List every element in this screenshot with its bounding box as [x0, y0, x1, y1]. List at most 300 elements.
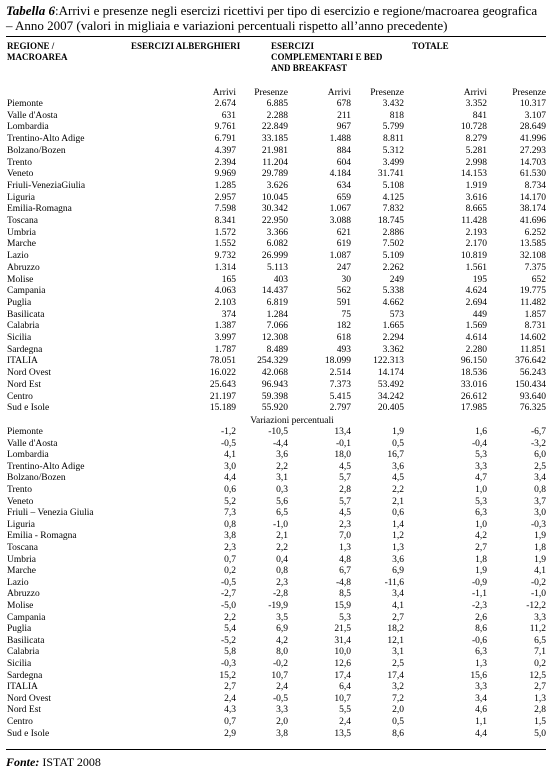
table-cell: -0,2 [530, 577, 546, 588]
table-cell: 634 [336, 180, 351, 191]
table-cell: 2.262 [382, 262, 404, 273]
row-label: Toscana [7, 216, 38, 226]
table-cell: 8,6 [392, 728, 404, 739]
row-label: Liguria [7, 192, 35, 203]
table-cell: 1.665 [382, 321, 404, 332]
row-label: Veneto [7, 496, 34, 507]
table-cell: 4,1 [534, 566, 546, 577]
header-complementari-line3: AND BREAKFAST [271, 63, 348, 73]
table-cell: 1.087 [329, 251, 351, 262]
table-cell: 2,1 [392, 496, 404, 507]
table-cell: 1,2 [392, 531, 404, 542]
table-cell: 3.362 [382, 344, 404, 355]
table-cell: 1.067 [329, 204, 351, 215]
table-cell: 1,3 [339, 543, 351, 553]
table-cell: 32.108 [519, 251, 546, 262]
table-cell: 14.602 [519, 333, 546, 343]
table-cell: 884 [336, 145, 351, 156]
row-label: Campania [7, 286, 46, 297]
row-label: Molise [7, 601, 34, 611]
table-cell: 1,9 [534, 554, 546, 565]
table-cell: 2,0 [392, 705, 404, 716]
subheader-arrivi-1: Arrivi [212, 88, 236, 98]
table-cell: 10.728 [460, 122, 487, 133]
table-cell: 53.492 [377, 379, 404, 390]
table-cell: 1,8 [534, 543, 546, 553]
table-cell: 2.797 [329, 403, 351, 414]
table-cell: 20.405 [377, 403, 404, 414]
header-region-line1: REGIONE / [7, 41, 55, 51]
table-cell: 2.280 [465, 344, 487, 355]
table-cell: 403 [273, 274, 288, 285]
table-cell: 8.279 [465, 134, 487, 145]
table-cell: 11.204 [262, 157, 288, 168]
table-cell: 211 [337, 110, 351, 121]
header-totale: TOTALE [412, 41, 449, 51]
table-cell: 4.624 [465, 286, 487, 297]
table-cell: 5,6 [276, 496, 288, 507]
table-cell: 2,2 [224, 612, 236, 623]
table-cell: 6,5 [276, 508, 288, 519]
table-cell: 3,7 [534, 496, 546, 507]
section-variazioni: Variazioni percentuali [250, 416, 334, 426]
table-cell: 5.109 [382, 251, 404, 262]
table-cell: -0,3 [530, 519, 546, 530]
table-cell: -2,3 [471, 601, 487, 611]
table-cell: 3,4 [392, 589, 404, 600]
table-cell: 11.428 [461, 216, 487, 226]
table-cell: 2,3 [339, 519, 351, 530]
table-cell: 10,7 [271, 670, 288, 681]
table-cell: 8.341 [214, 216, 236, 226]
table-cell: 1,3 [534, 693, 546, 704]
row-label: Trento [7, 485, 32, 495]
table-cell: 5,4 [224, 624, 236, 635]
header-complementari-line1: ESERCIZI [271, 41, 315, 51]
table-cell: -4,8 [335, 577, 351, 588]
table-cell: 15.189 [209, 403, 236, 414]
table-cell: 16.022 [209, 368, 236, 379]
table-cell: -19,9 [268, 601, 288, 611]
table-cell: 3,6 [276, 450, 288, 461]
table-cell: 3,0 [534, 508, 546, 519]
table-cell: 5,3 [475, 496, 487, 507]
table-cell: 3,6 [392, 554, 404, 565]
table-cell: 3.088 [329, 216, 351, 226]
row-label: Emilia - Romagna [7, 531, 77, 542]
table-cell: -0,4 [471, 438, 487, 449]
table-cell: 7.598 [214, 204, 236, 215]
table-cell: 14.437 [261, 286, 288, 297]
row-label: Centro [7, 717, 33, 727]
row-label: Friuli – Venezia Giulia [7, 508, 94, 519]
row-label: Calabria [7, 647, 40, 658]
table-cell: -0,5 [220, 438, 236, 449]
table-cell: 9.969 [214, 169, 236, 180]
row-label: Piemonte [7, 427, 43, 437]
table-cell: 0,7 [224, 554, 236, 565]
table-cell: 22.849 [261, 122, 288, 133]
table-cell: 374 [221, 309, 236, 320]
table-cell: 96.150 [460, 356, 487, 367]
table-cell: 2,5 [534, 461, 546, 472]
table-cell: 18.099 [324, 356, 351, 367]
subheader-presenze-3: Presenze [512, 88, 546, 98]
table-cell: 4.125 [382, 192, 404, 203]
table-cell: 1.552 [214, 239, 236, 250]
table-cell: 3.626 [266, 180, 288, 191]
table-cell: 8.811 [382, 134, 404, 145]
row-label: Nord Ovest [7, 368, 52, 379]
table-cell: 165 [221, 274, 236, 285]
table-cell: 4,3 [224, 705, 236, 716]
table-cell: 17,4 [387, 670, 404, 681]
row-label: Lombardia [7, 122, 49, 133]
row-label: Molise [7, 274, 34, 285]
table-cell: 30.342 [261, 204, 288, 215]
table-cell: 3,0 [224, 461, 236, 472]
table-cell: 8.731 [524, 321, 546, 332]
table-cell: 30 [341, 274, 351, 285]
table-cell: 5.281 [465, 145, 487, 156]
row-label: Sicilia [7, 333, 32, 343]
table-cell: 7.375 [524, 262, 546, 273]
table-cell: 5,2 [224, 496, 236, 507]
subheader-arrivi-2: Arrivi [327, 88, 351, 98]
table-cell: 26.612 [460, 391, 487, 402]
table-cell: 3.107 [524, 110, 546, 121]
table-cell: 2.886 [382, 227, 404, 238]
table-cell: 1,0 [475, 485, 487, 495]
table-cell: 2.193 [465, 227, 487, 238]
table-cell: 28.649 [519, 122, 546, 133]
table-cell: 14.153 [460, 169, 487, 180]
table-cell: 4.614 [465, 333, 487, 343]
header-complementari [271, 41, 382, 74]
table-caption [6, 3, 546, 33]
table-cell: 4,5 [339, 461, 351, 472]
row-label: Valle d'Aosta [7, 110, 58, 121]
table-cell: 3.366 [266, 227, 288, 238]
table-cell: 1.569 [465, 321, 487, 332]
table-cell: 8,6 [475, 624, 487, 635]
row-label: Bolzano/Bozen [7, 145, 66, 156]
table-cell: 0,8 [276, 566, 288, 577]
table-cell: 6,7 [339, 566, 351, 577]
table-cell: 6.819 [266, 297, 288, 308]
row-label: Toscana [7, 543, 38, 553]
table-cell: 3,4 [534, 473, 546, 484]
table-cell: 1,1 [475, 717, 487, 727]
table-cell: 3,4 [475, 693, 487, 704]
table-cell: 14.170 [519, 192, 546, 203]
table-cell: 2,8 [339, 485, 351, 495]
table-cell: 8,5 [339, 589, 351, 600]
table-cell: 11.482 [520, 297, 546, 308]
table-cell: 25.643 [209, 379, 236, 390]
table-cell: 4,8 [339, 554, 351, 565]
row-label: Sud e Isole [7, 403, 50, 414]
row-label: Umbria [7, 227, 37, 238]
table-cell: 41.696 [519, 216, 546, 226]
table-cell: 4,6 [475, 705, 487, 716]
table-cell: 18.745 [377, 216, 404, 226]
table-cell: 59.398 [261, 391, 288, 402]
table-cell: 3,1 [276, 473, 288, 484]
row-label: ITALIA [7, 682, 38, 693]
row-label: Emilia-Romagna [7, 204, 72, 215]
table-cell: 0,7 [224, 717, 236, 727]
table-cell: 8.489 [266, 344, 288, 355]
table-cell: 96.943 [261, 379, 288, 390]
table-cell: 7.066 [266, 321, 288, 332]
table-cell: 21.197 [209, 391, 236, 402]
row-label: Abruzzo [7, 589, 40, 600]
row-label: Nord Est [7, 705, 42, 716]
table-cell: 7,2 [392, 693, 404, 704]
table-cell: 652 [531, 274, 546, 285]
table-cell: 2.294 [382, 333, 404, 343]
table-cell: 2.957 [214, 192, 236, 203]
table-cell: -3,2 [530, 438, 546, 449]
bottom-rule [6, 749, 546, 750]
table-cell: 38.174 [519, 204, 546, 215]
table-cell: 29.789 [261, 169, 288, 180]
table-cell: 1,9 [475, 566, 487, 577]
table-cell: 2,2 [276, 461, 288, 472]
table-cell: 2.998 [465, 157, 487, 168]
row-label: Trentino-Alto Adige [7, 134, 85, 145]
table-cell: 0,2 [224, 566, 236, 577]
table-cell: 3.499 [382, 157, 404, 168]
table-cell: 11.851 [520, 344, 546, 355]
table-cell: 1,3 [475, 659, 487, 669]
table-cell: 9.732 [214, 251, 236, 262]
source-text: ISTAT 2008 [39, 755, 101, 769]
table-cell: 5.799 [382, 122, 404, 133]
table-cell: 42.068 [261, 368, 288, 379]
table-cell: 618 [336, 333, 351, 343]
subheader-arrivi-3: Arrivi [463, 88, 487, 98]
table-cell: -2,8 [272, 589, 288, 600]
table-cell: -12,2 [526, 601, 546, 611]
table-cell: 2.170 [465, 239, 487, 250]
row-label: Campania [7, 612, 46, 623]
table-cell: 0,8 [224, 519, 236, 530]
table-cell: 1,9 [534, 531, 546, 542]
table-cell: 591 [336, 297, 351, 308]
row-label: Centro [7, 391, 33, 402]
table-cell: -6,7 [530, 427, 546, 437]
table-cell: 0,6 [392, 508, 404, 519]
table-cell: 2,2 [276, 543, 288, 553]
table-cell: 0,4 [276, 554, 288, 565]
table-cell: 33.185 [261, 134, 288, 145]
table-cell: 18.536 [460, 368, 487, 379]
table-cell: 12,6 [334, 659, 351, 669]
row-label: Sud e Isole [7, 728, 50, 739]
table-cell: 17,4 [334, 670, 351, 681]
subheader-presenze-2: Presenze [370, 88, 404, 98]
table-cell: 449 [472, 309, 487, 320]
header-alberghieri: ESERCIZI ALBERGHIERI [131, 41, 241, 51]
table-cell: 7.502 [382, 239, 404, 250]
table-cell: 34.242 [377, 391, 404, 402]
table-cell: 17.985 [460, 403, 487, 414]
table-cell: 0,6 [224, 485, 236, 495]
table-cell: 15,2 [219, 670, 236, 681]
table-cell: -0,9 [471, 577, 487, 588]
table-cell: 604 [336, 157, 351, 168]
table-cell: 2,3 [276, 577, 288, 588]
row-label: Valle d'Aosta [7, 438, 58, 449]
row-label: Puglia [7, 624, 32, 635]
table-cell: -4,4 [272, 438, 288, 449]
table-cell: 2.674 [214, 99, 236, 109]
table-cell: 14.174 [377, 368, 404, 379]
table-cell: 818 [389, 110, 404, 121]
table-cell: 26.999 [261, 251, 288, 262]
table-cell: 6,3 [475, 508, 487, 519]
table-cell: -0,5 [220, 577, 236, 588]
row-label: Liguria [7, 519, 35, 530]
table-cell: 8.665 [465, 204, 487, 215]
table-cell: 2,7 [534, 682, 546, 693]
table-cell: 7,1 [534, 647, 546, 658]
table-cell: 1,4 [392, 519, 404, 530]
table-cell: 27.293 [519, 145, 546, 156]
table-cell: 15,6 [470, 670, 487, 681]
table-cell: 6.791 [214, 134, 236, 145]
row-label: Basilicata [7, 635, 45, 646]
table-cell: 1,3 [392, 543, 404, 553]
row-label: ITALIA [7, 356, 38, 367]
table-cell: 7.832 [382, 204, 404, 215]
table-cell: 2,4 [339, 717, 351, 727]
table-cell: 5.312 [382, 145, 404, 156]
table-cell: 4,7 [475, 473, 487, 484]
table-cell: 4,1 [224, 450, 236, 461]
row-label: Lazio [7, 577, 29, 588]
table-cell: 6,9 [276, 624, 288, 635]
table-cell: 631 [221, 110, 236, 121]
table-cell: 4.397 [214, 145, 236, 156]
table-cell: 4.063 [214, 286, 236, 297]
table-cell: 1.488 [329, 134, 351, 145]
table-cell: 0,8 [534, 485, 546, 495]
table-cell: -11,6 [384, 577, 404, 588]
table-cell: 13,4 [334, 427, 351, 437]
table-cell: 4.662 [382, 297, 404, 308]
table-cell: 4,5 [339, 508, 351, 519]
table-cell: 573 [389, 309, 404, 320]
table-cell: 3,3 [534, 612, 546, 623]
table-cell: 0,5 [392, 717, 404, 727]
table-cell: 0,2 [534, 659, 546, 669]
row-label: Sardegna [7, 344, 43, 355]
table-cell: 5,8 [224, 647, 236, 658]
row-label: Umbria [7, 554, 37, 565]
row-label: Abruzzo [7, 262, 40, 273]
table-cell: 1,6 [475, 427, 487, 437]
table-cell: 2,5 [392, 659, 404, 669]
table-cell: 3,8 [224, 531, 236, 542]
table-cell: 18,2 [387, 624, 404, 635]
table-cell: 1.284 [266, 309, 288, 320]
table-cell: 5,3 [475, 450, 487, 461]
table-cell: 3,5 [276, 612, 288, 623]
table-cell: 10,7 [334, 693, 351, 704]
caption-text: :Arrivi e presenze negli esercizi ricettivi per tipo di esercizio e regione/macroarea geografica – Anno 2007 (valori in migliaia e variazioni percentuali rispetto all’anno precedente) [6, 3, 538, 33]
table-cell: 5,7 [339, 473, 351, 484]
table-cell: 4,5 [392, 473, 404, 484]
table-cell: 2,2 [392, 485, 404, 495]
table-cell: -1,0 [272, 519, 288, 530]
table-cell: 6,0 [534, 450, 546, 461]
table-cell: 2,3 [224, 543, 236, 553]
table-cell: 1.919 [465, 180, 487, 191]
table-cell: 376.642 [515, 356, 546, 367]
table-cell: 1,5 [534, 717, 546, 727]
row-label: Bolzano/Bozen [7, 473, 66, 484]
table-cell: 3.997 [214, 333, 236, 343]
table-cell: -0,6 [471, 635, 487, 646]
table-cell: 2,0 [276, 717, 288, 727]
table-cell: 5.108 [382, 180, 404, 191]
table-cell: 1.387 [214, 321, 236, 332]
table-cell: 122.313 [373, 356, 404, 367]
table-cell: 2,7 [475, 543, 487, 553]
table-cell: 967 [336, 122, 351, 133]
table-cell: 4,2 [475, 531, 487, 542]
table-cell: -10,5 [268, 427, 288, 437]
table-cell: 2.694 [465, 297, 487, 308]
table-cell: 3,6 [392, 461, 404, 472]
table-cell: 2,4 [224, 693, 236, 704]
table-cell: 1.857 [524, 309, 546, 320]
row-label: Marche [7, 566, 37, 577]
table-cell: 14.703 [519, 157, 546, 168]
table-cell: 1.285 [214, 180, 236, 191]
table-cell: 5,5 [339, 705, 351, 716]
table-cell: 6,3 [475, 647, 487, 658]
table-cell: 11,2 [529, 624, 546, 635]
header-region-line2: MACROAREA [7, 52, 68, 62]
table-cell: 2,6 [475, 612, 487, 623]
table-cell: 18,0 [334, 450, 351, 461]
table-cell: 1,9 [392, 427, 404, 437]
table-cell: -0,1 [335, 438, 351, 449]
table-cell: 7,0 [339, 531, 351, 542]
table-cell: 247 [336, 262, 351, 273]
table-cell: 1,8 [475, 554, 487, 565]
header-complementari-line2: COMPLEMENTARI E BED [271, 52, 383, 62]
table-cell: 182 [336, 321, 351, 332]
table-cell: 5,0 [534, 728, 546, 739]
row-label: Veneto [7, 169, 34, 180]
row-label: Nord Est [7, 379, 42, 390]
table-cell: 13.585 [519, 239, 546, 250]
table-cell: 75 [341, 309, 351, 320]
header-region [7, 41, 68, 63]
row-label: Puglia [7, 297, 32, 308]
row-label: Trentino-Alto Adige [7, 461, 85, 472]
table-cell: 5.113 [266, 262, 288, 273]
table-cell: 621 [336, 227, 351, 238]
table-cell: 619 [336, 239, 351, 250]
table-cell: 3,3 [276, 705, 288, 716]
table-cell: 4,2 [276, 635, 288, 646]
